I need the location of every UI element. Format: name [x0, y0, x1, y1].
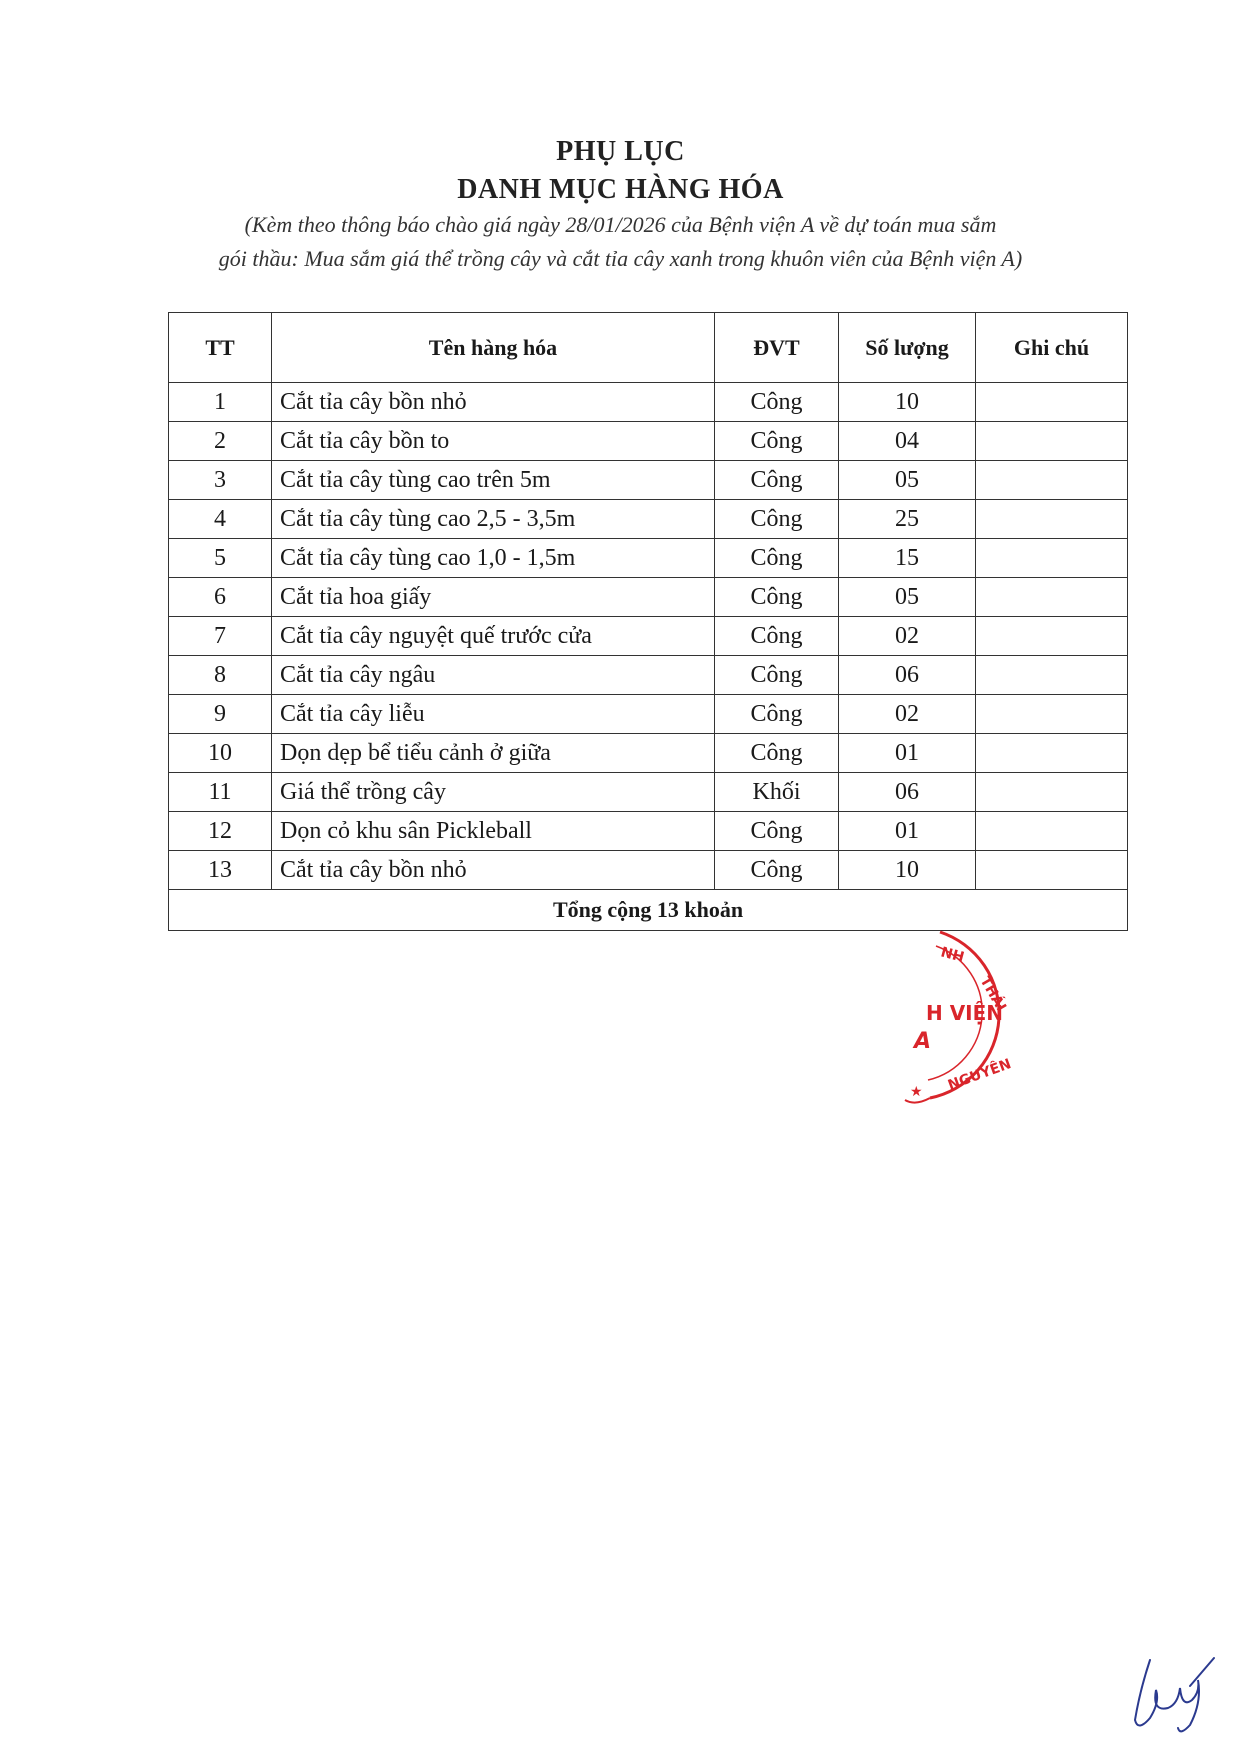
- item-note: [976, 422, 1128, 461]
- item-unit: Công: [715, 383, 839, 422]
- goods-table: [168, 312, 1128, 931]
- item-note: [976, 656, 1128, 695]
- item-unit: Công: [715, 656, 839, 695]
- row-index: 7: [169, 617, 272, 656]
- stamp-text-name: A: [914, 1029, 932, 1054]
- row-index: 9: [169, 695, 272, 734]
- table-row: [169, 500, 1128, 539]
- item-name: Cắt tỉa cây tùng cao 2,5 - 3,5m: [272, 500, 715, 539]
- item-name: Dọn dẹp bể tiểu cảnh ở giữa: [272, 734, 715, 773]
- stamp-text-bottom: NGUYÊN: [945, 1056, 1014, 1094]
- row-index: 10: [169, 734, 272, 773]
- note-line-2: gói thầu: Mua sắm giá thể trồng cây và cắt tỉa cây xanh trong khuôn viên của Bệnh viện A): [218, 246, 1023, 271]
- row-index: 4: [169, 500, 272, 539]
- item-name: Giá thể trồng cây: [272, 773, 715, 812]
- column-header-note: Ghi chú: [976, 313, 1128, 383]
- item-note: [976, 539, 1128, 578]
- item-unit: Công: [715, 539, 839, 578]
- item-note: [976, 578, 1128, 617]
- item-name: Cắt tỉa cây ngâu: [272, 656, 715, 695]
- item-qty: 01: [839, 734, 976, 773]
- table-row: [169, 851, 1128, 890]
- item-qty: 04: [839, 422, 976, 461]
- row-index: 1: [169, 383, 272, 422]
- item-note: [976, 500, 1128, 539]
- column-header-name: Tên hàng hóa: [272, 313, 715, 383]
- item-unit: Công: [715, 422, 839, 461]
- stamp-text-right: THÁI: [976, 974, 1010, 1015]
- table-row: [169, 578, 1128, 617]
- item-note: [976, 695, 1128, 734]
- item-qty: 25: [839, 500, 976, 539]
- item-note: [976, 383, 1128, 422]
- column-header-qty: Số lượng: [839, 313, 976, 383]
- table-body: [169, 383, 1128, 931]
- item-qty: 06: [839, 656, 976, 695]
- item-qty: 10: [839, 383, 976, 422]
- item-unit: Công: [715, 500, 839, 539]
- item-name: Cắt tỉa cây bồn nhỏ: [272, 851, 715, 890]
- item-note: [976, 812, 1128, 851]
- table-row: [169, 539, 1128, 578]
- item-note: [976, 734, 1128, 773]
- item-unit: Công: [715, 812, 839, 851]
- note-line-1: (Kèm theo thông báo chào giá ngày 28/01/2026 của Bệnh viện A về dự toán mua sắm: [244, 212, 997, 237]
- item-note: [976, 461, 1128, 500]
- item-name: Cắt tỉa cây nguyệt quế trước cửa: [272, 617, 715, 656]
- item-unit: Công: [715, 734, 839, 773]
- item-unit: Công: [715, 617, 839, 656]
- stamp-text-top: NH: [938, 944, 966, 966]
- item-note: [976, 773, 1128, 812]
- stamp-text-institution: H VIỆN: [926, 1001, 1004, 1025]
- item-qty: 02: [839, 695, 976, 734]
- item-name: Cắt tỉa cây bồn nhỏ: [272, 383, 715, 422]
- item-note: [976, 851, 1128, 890]
- item-note: [976, 617, 1128, 656]
- table-header-row: [169, 313, 1128, 383]
- column-header-tt: TT: [169, 313, 272, 383]
- table-row: [169, 617, 1128, 656]
- row-index: 6: [169, 578, 272, 617]
- item-name: Cắt tỉa cây tùng cao trên 5m: [272, 461, 715, 500]
- total-row: [169, 890, 1128, 931]
- item-unit: Công: [715, 851, 839, 890]
- row-index: 12: [169, 812, 272, 851]
- item-qty: 15: [839, 539, 976, 578]
- item-name: Cắt tỉa cây liễu: [272, 695, 715, 734]
- item-unit: Khối: [715, 773, 839, 812]
- table-row: [169, 656, 1128, 695]
- signature-icon: [1130, 1650, 1220, 1740]
- row-index: 8: [169, 656, 272, 695]
- table-row: [169, 695, 1128, 734]
- row-index: 11: [169, 773, 272, 812]
- item-unit: Công: [715, 461, 839, 500]
- official-stamp: [900, 928, 1035, 1128]
- table-row: [169, 461, 1128, 500]
- item-qty: 01: [839, 812, 976, 851]
- item-qty: 05: [839, 461, 976, 500]
- table-row: [169, 422, 1128, 461]
- table-row: [169, 383, 1128, 422]
- total-label: Tổng cộng 13 khoản: [169, 890, 1128, 931]
- column-header-unit: ĐVT: [715, 313, 839, 383]
- row-index: 13: [169, 851, 272, 890]
- item-unit: Công: [715, 578, 839, 617]
- item-name: Dọn cỏ khu sân Pickleball: [272, 812, 715, 851]
- item-qty: 06: [839, 773, 976, 812]
- item-name: Cắt tỉa hoa giấy: [272, 578, 715, 617]
- item-name: Cắt tỉa cây tùng cao 1,0 - 1,5m: [272, 539, 715, 578]
- row-index: 5: [169, 539, 272, 578]
- item-qty: 05: [839, 578, 976, 617]
- appendix-title: PHỤ LỤC: [556, 136, 685, 167]
- item-name: Cắt tỉa cây bồn to: [272, 422, 715, 461]
- item-qty: 10: [839, 851, 976, 890]
- item-qty: 02: [839, 617, 976, 656]
- table-row: [169, 812, 1128, 851]
- row-index: 3: [169, 461, 272, 500]
- document-title: DANH MỤC HÀNG HÓA: [457, 174, 784, 205]
- row-index: 2: [169, 422, 272, 461]
- table-row: [169, 773, 1128, 812]
- star-icon: ★: [910, 1084, 923, 1100]
- table-row: [169, 734, 1128, 773]
- item-unit: Công: [715, 695, 839, 734]
